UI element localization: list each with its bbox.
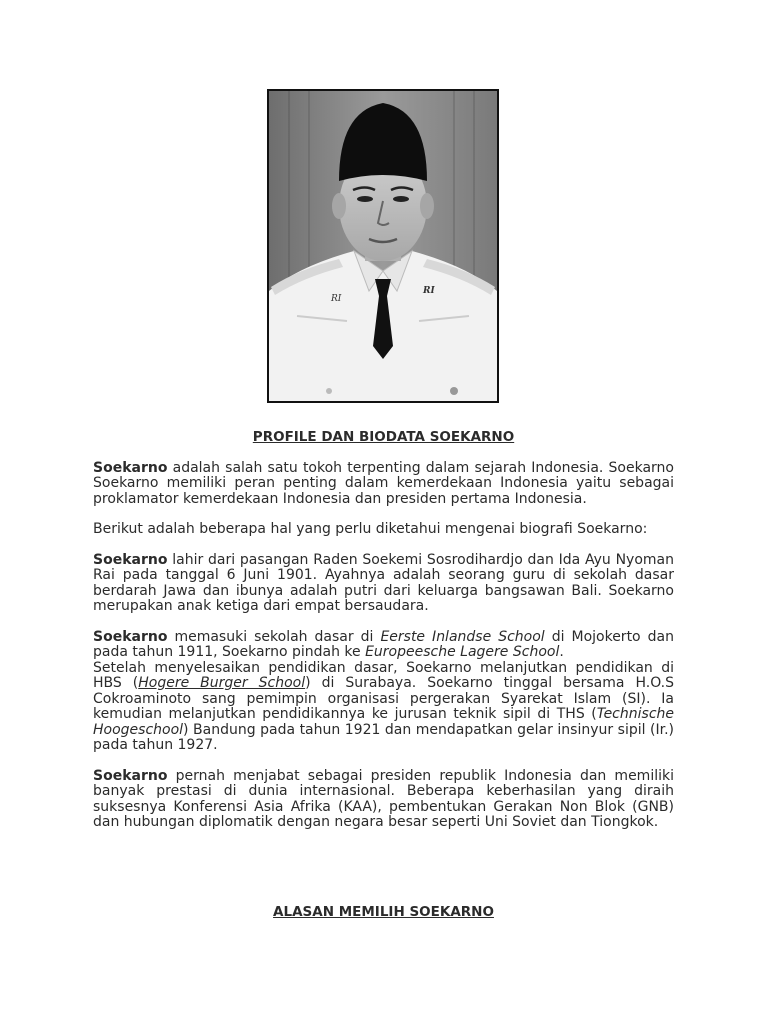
portrait-photo — [267, 89, 499, 403]
text-segment: . — [559, 644, 564, 660]
paragraph-presidency — [93, 769, 674, 831]
paragraph-text: lahir dari pasangan Raden Soekemi Sosrodihardjo dan Ida Ayu Nyoman Rai pada tanggal 6 Juni 1901. Ayahnya adalah seorang guru di sekolah dasar berdarah Jawa dan ibunya adalah putri dari keluarga bangsawan Bali. Soekarno merupakan anak ketiga dari empat bersaudara. — [93, 551, 674, 614]
name-bold: Soekarno — [93, 551, 168, 568]
document-title: PROFILE DAN BIODATA SOEKARNO — [252, 429, 515, 445]
school-name: Europeesche Lagere School — [365, 644, 560, 660]
paragraph-text: pernah menjabat sebagai presiden republik Indonesia dan memiliki banyak prestasi di dunia internasional. Beberapa keberhasilan yang diraih suksesnya Konferensi Asia Afrika (KAA), pembentukan Gerakan Non Blok (GNB) dan hubungan diplomatik dengan negara besar seperti Uni Soviet dan Tiongkok. — [93, 767, 674, 830]
name-bold: Soekarno — [93, 767, 168, 784]
name-bold: Soekarno — [93, 628, 168, 645]
badge-left-text: RI — [331, 294, 342, 304]
paragraph-birth — [93, 553, 674, 615]
school-name: Technische Hoogeschool — [93, 706, 674, 738]
paragraph-intro — [93, 461, 674, 508]
paragraph-education — [93, 630, 674, 754]
name-bold: Soekarno — [93, 459, 168, 476]
paragraph-lead: Berikut adalah beberapa hal yang perlu diketahui mengenai biografi Soekarno: — [93, 521, 648, 537]
school-name: Eerste Inlandse School — [380, 628, 545, 645]
paragraph-text: adalah salah satu tokoh terpenting dalam sejarah Indonesia. Soekarno Soekarno memiliki peran penting dalam kemerdekaan Indonesia yaitu sebagai proklamator kemerdekaan Indonesia dan presiden pertama Indonesia. — [93, 459, 674, 507]
text-segment: Setelah menyelesaikan pendidikan dasar, Soekarno melanjutkan pendidikan di HBS ( — [93, 659, 674, 691]
portrait-image — [269, 91, 497, 401]
school-name-link[interactable]: Hogere Burger School — [138, 675, 306, 691]
text-segment: ) Bandung pada tahun 1921 dan mendapatkan gelar insinyur sipil (Ir.) pada tahun 1927. — [93, 721, 674, 753]
badge-right-text: RI — [423, 286, 435, 296]
document-body — [93, 430, 674, 846]
section-title-reasons: ALASAN MEMILIH SOEKARNO — [273, 904, 494, 920]
text-segment: ) di Surabaya. Soekarno tinggal bersama H.O.S Cokroaminoto sang pemimpin organisasi pergerakan Syarekat Islam (SI). Ia kemudian melanjutkan pendidikannya ke jurusan teknik sipil di THS ( — [93, 675, 674, 722]
text-segment: memasuki sekolah dasar di — [167, 628, 381, 645]
text-segment: di Mojokerto dan pada tahun 1911, Soekarno pindah ke — [93, 628, 674, 660]
